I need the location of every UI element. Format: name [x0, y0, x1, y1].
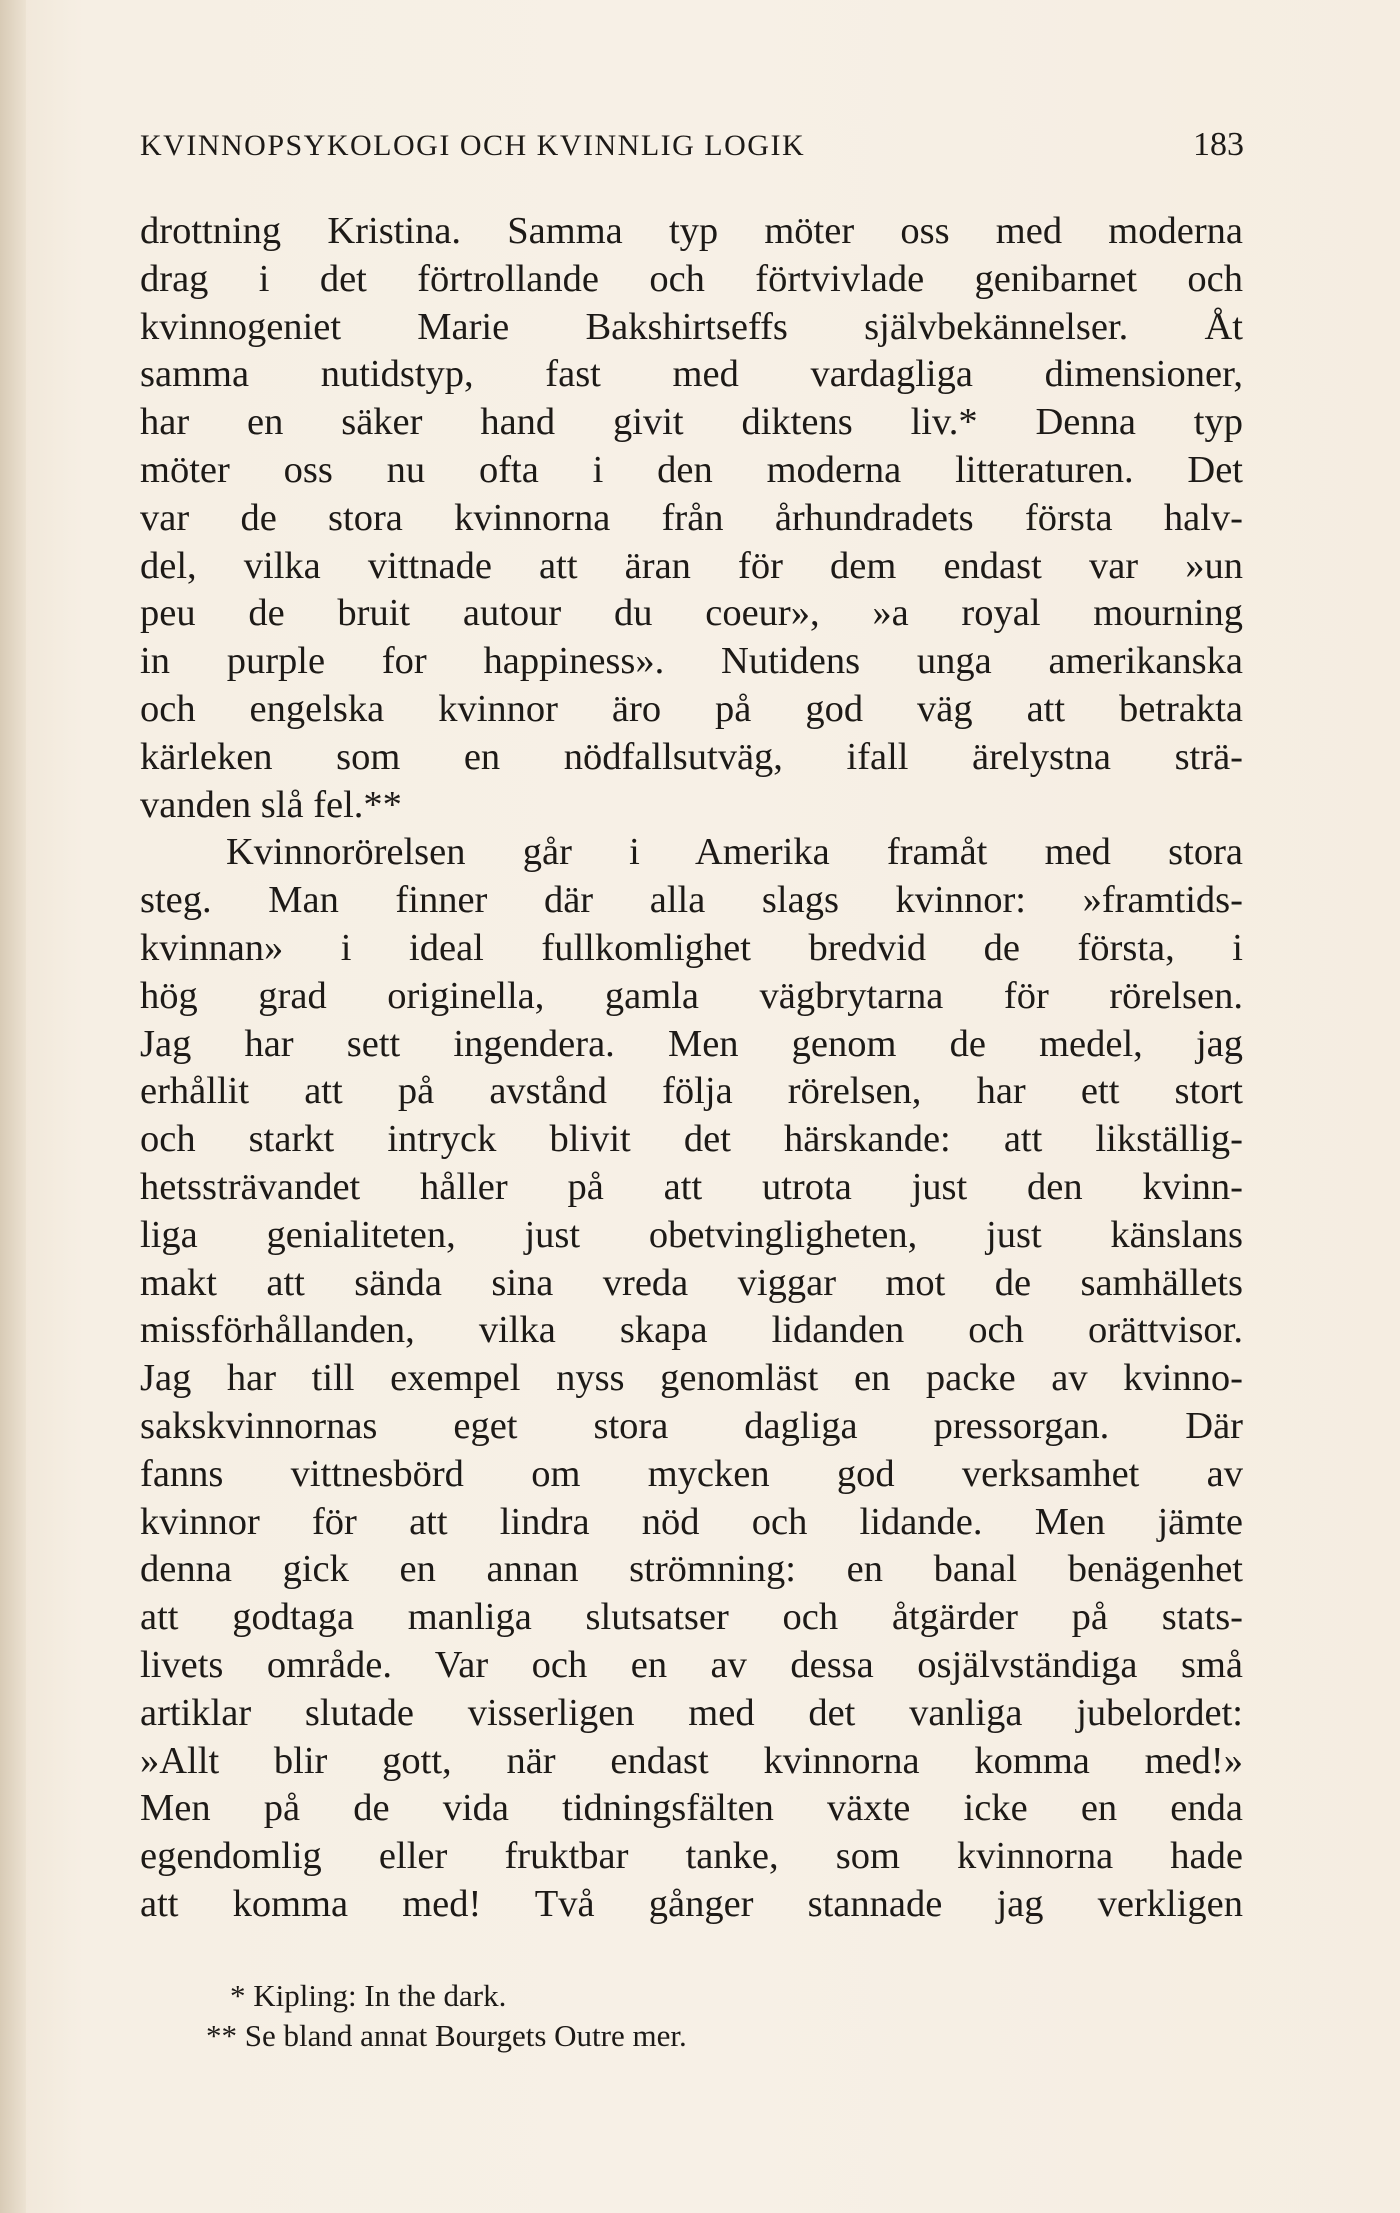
footnotes	[140, 1976, 1243, 2056]
footnote-2: ** Se bland annat Bourgets Outre mer.	[206, 2018, 687, 2053]
text-line: missförhållanden, vilka skapa lidanden och orättvisor.	[140, 1309, 1243, 1352]
text-line: liga genialiteten, just obetvingligheten, just känslans	[140, 1213, 1243, 1256]
text-line: »Allt blir gott, när endast kvinnorna komma med!»	[140, 1739, 1243, 1782]
text-line: kärleken som en nödfallsutväg, ifall ärelystna strä-	[140, 735, 1243, 778]
text-line: har en säker hand givit diktens liv.* Denna typ	[140, 401, 1243, 444]
text-line: fanns vittnesbörd om mycken god verksamhet av	[140, 1452, 1243, 1495]
text-line: och engelska kvinnor äro på god väg att betrakta	[140, 687, 1243, 730]
text-line: egendomlig eller fruktbar tanke, som kvinnorna hade	[140, 1835, 1243, 1878]
text-line: att komma med! Två gånger stannade jag verkligen	[140, 1882, 1243, 1925]
text-line: denna gick en annan strömning: en banal benägenhet	[140, 1548, 1243, 1591]
text-line: livets område. Var och en av dessa osjälvständiga små	[140, 1643, 1243, 1686]
text-line: och starkt intryck blivit det härskande: att likställig-	[140, 1118, 1243, 1161]
text-line: steg. Man finner där alla slags kvinnor: »framtids-	[140, 879, 1243, 922]
text-line: Kvinnorörelsen går i Amerika framåt med stora	[226, 831, 1243, 874]
page-edge-shadow	[0, 0, 26, 2213]
text-line: Jag har sett ingendera. Men genom de medel, jag	[140, 1022, 1243, 1065]
text-line: kvinnor för att lindra nöd och lidande. Men jämte	[140, 1500, 1243, 1543]
text-line: sakskvinnornas eget stora dagliga pressorgan. Där	[140, 1404, 1243, 1447]
text-line: hög grad originella, gamla vägbrytarna för rörelsen.	[140, 974, 1243, 1017]
text-line: samma nutidstyp, fast med vardagliga dimensioner,	[140, 353, 1243, 396]
text-line: makt att sända sina vreda viggar mot de samhällets	[140, 1261, 1243, 1304]
page-number: 183	[1193, 126, 1244, 163]
text-line: in purple for happiness». Nutidens unga amerikanska	[140, 640, 1243, 683]
page-header	[140, 126, 1244, 172]
text-line: möter oss nu ofta i den moderna litteraturen. Det	[140, 448, 1243, 491]
text-line: Men på de vida tidningsfälten växte icke en enda	[140, 1787, 1243, 1830]
text-line: vanden slå fel.**	[140, 783, 402, 826]
text-line: kvinnan» i ideal fullkomlighet bredvid de första, i	[140, 926, 1243, 969]
text-line: drag i det förtrollande och förtvivlade genibarnet och	[140, 257, 1243, 300]
text-line: artiklar slutade visserligen med det vanliga jubelordet:	[140, 1691, 1243, 1734]
text-line: erhållit att på avstånd följa rörelsen, har ett stort	[140, 1070, 1243, 1113]
text-line: drottning Kristina. Samma typ möter oss med moderna	[140, 210, 1243, 252]
footnote-1: * Kipling: In the dark.	[230, 1978, 507, 2013]
text-line: peu de bruit autour du coeur», »a royal mourning	[140, 592, 1243, 635]
text-line: kvinnogeniet Marie Bakshirtseffs självbekännelser. Åt	[140, 305, 1243, 348]
text-line: var de stora kvinnorna från århundradets första halv-	[140, 496, 1243, 539]
body-text	[140, 208, 1243, 1929]
text-line: att godtaga manliga slutsatser och åtgärder på stats-	[140, 1596, 1243, 1639]
text-line: del, vilka vittnade att äran för dem endast var »un	[140, 544, 1243, 587]
running-title: KVINNOPSYKOLOGI OCH KVINNLIG LOGIK	[140, 129, 806, 162]
text-line: Jag har till exempel nyss genomläst en packe av kvinno-	[140, 1357, 1243, 1400]
text-line: hetssträvandet håller på att utrota just den kvinn-	[140, 1165, 1243, 1208]
